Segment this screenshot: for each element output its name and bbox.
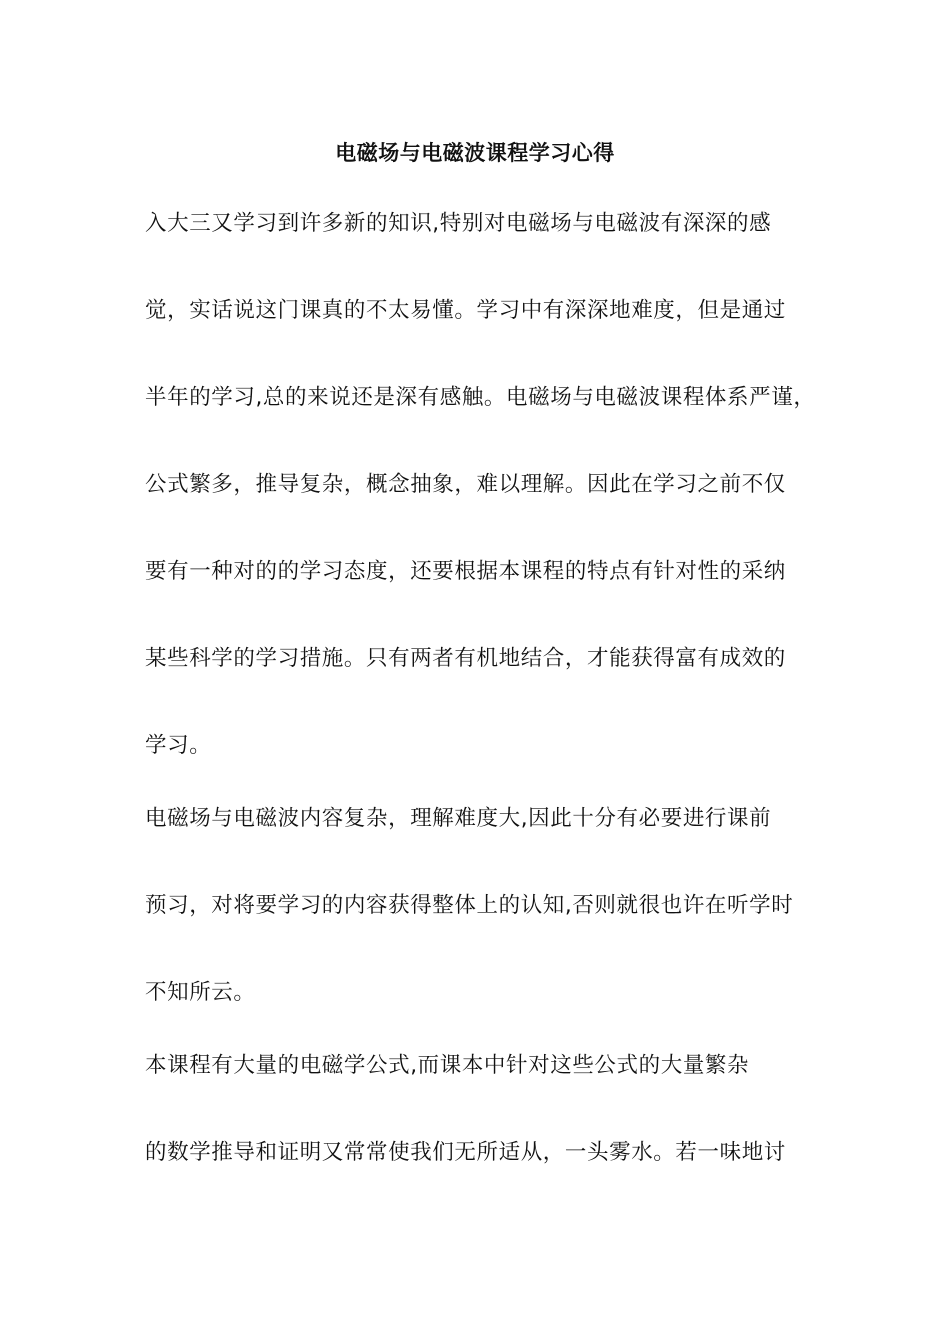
paragraph-line-7: 学习。 <box>145 733 212 758</box>
paragraph-line-6: 某些科学的学习措施。只有两者有机地结合，才能获得富有成效的 <box>145 646 786 671</box>
paragraph-line-3: 半年的学习,总的来说还是深有感触。电磁场与电磁波课程体系严谨， <box>145 385 816 410</box>
paragraph-line-11: 本课程有大量的电磁学公式,而课本中针对这些公式的大量繁杂 <box>145 1053 750 1078</box>
document-title: 电磁场与电磁波课程学习心得 <box>335 141 615 165</box>
paragraph-line-1: 入大三又学习到许多新的知识,特别对电磁场与电磁波有深深的感 <box>145 211 772 236</box>
paragraph-line-8: 电磁场与电磁波内容复杂，理解难度大,因此十分有必要进行课前 <box>145 806 772 831</box>
paragraph-line-12: 的数学推导和证明又常常使我们无所适从，一头雾水。若一味地讨 <box>145 1140 786 1165</box>
paragraph-line-10: 不知所云。 <box>145 980 256 1005</box>
paragraph-line-2: 觉，实话说这门课真的不太易懂。学习中有深深地难度，但是通过 <box>145 298 786 323</box>
paragraph-line-4: 公式繁多，推导复杂，概念抽象，难以理解。因此在学习之前不仅 <box>145 472 786 497</box>
paragraph-line-9: 预习，对将要学习的内容获得整体上的认知,否则就很也许在听学时 <box>145 893 794 918</box>
paragraph-line-5: 要有一种对的的学习态度，还要根据本课程的特点有针对性的采纳 <box>145 559 786 584</box>
